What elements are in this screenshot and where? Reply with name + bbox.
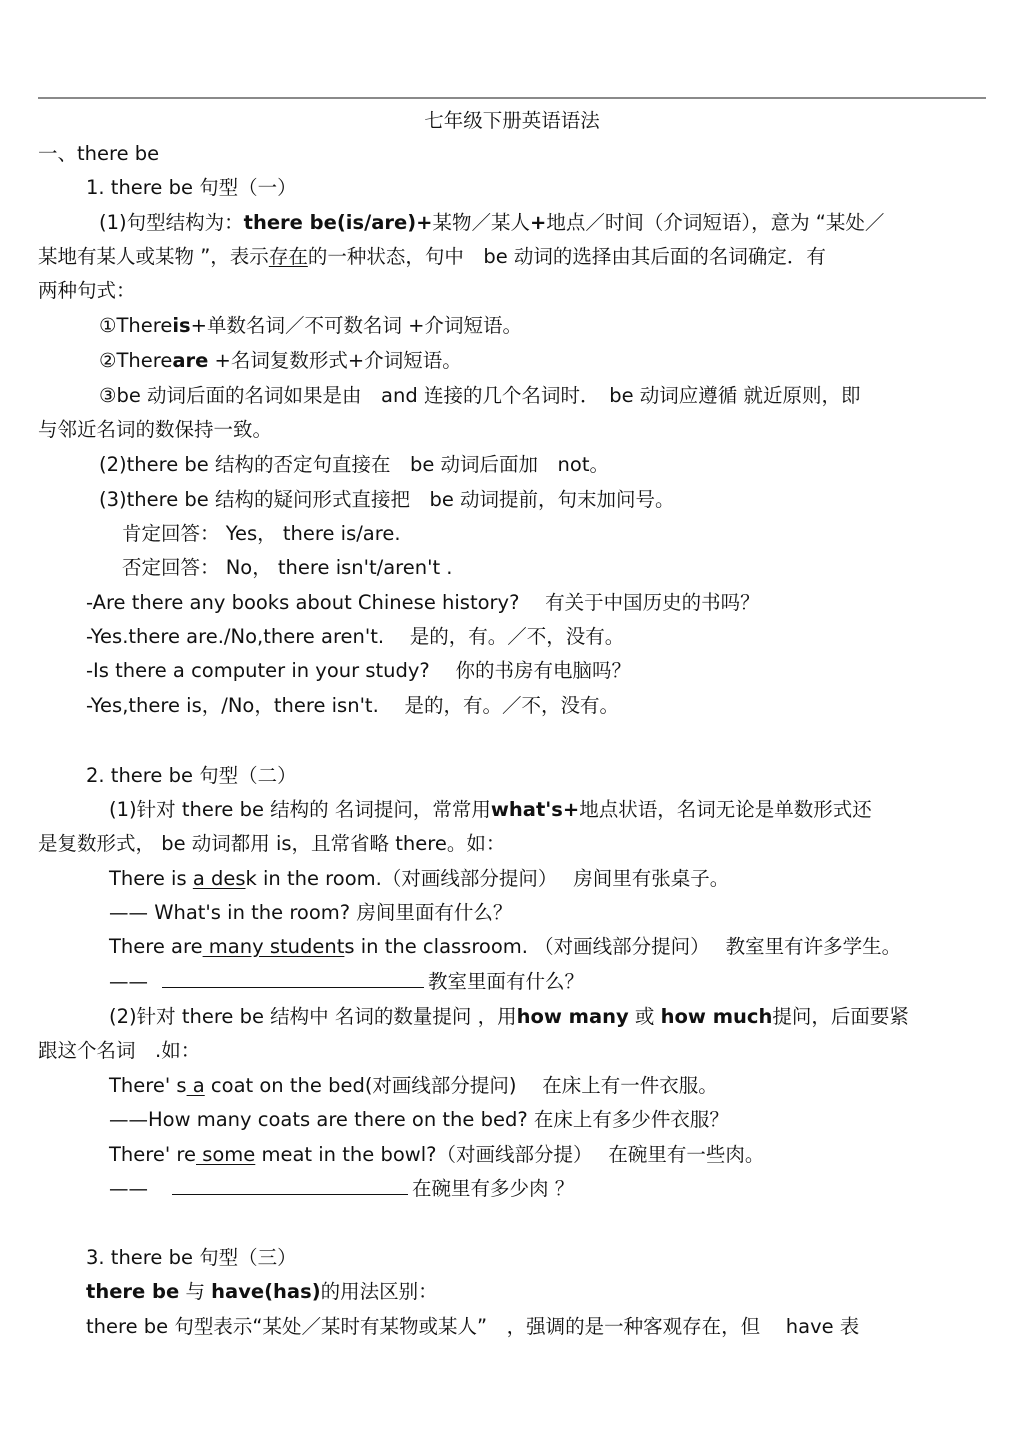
text: (1)针对 there be 结构的 名词提问，常常用 <box>109 798 491 821</box>
text: +名词复数形式+介词短语。 <box>208 349 462 372</box>
text: 与 <box>179 1280 212 1303</box>
underlined-text: 存在 <box>268 245 308 268</box>
paragraph-line <box>109 797 872 823</box>
paragraph-line: 是复数形式， be 动词都用 is，且常省略 there。如： <box>38 832 506 855</box>
underlined-text: a des <box>192 867 246 890</box>
subsection-title-2: 2. there be 句型（二） <box>86 764 297 787</box>
example-line <box>109 866 729 892</box>
paragraph-line: 跟这个名词 .如： <box>38 1039 201 1062</box>
text: —— <box>109 1177 148 1200</box>
text: 的一种状态，句中 be 动词的选择由其后面的名词确定．有 <box>307 245 826 268</box>
underlined-text: many student <box>202 935 345 958</box>
example-line: -Is there a computer in your study? 你的书房有电脑吗？ <box>86 659 631 682</box>
bold-text: is <box>172 314 191 337</box>
text: ②There <box>99 349 173 372</box>
text: +单数名词／不可数名词 +介词短语。 <box>190 314 523 337</box>
top-rule <box>38 97 986 99</box>
page-title: 七年级下册英语语法 <box>424 109 600 132</box>
text: coat on the bed(对画线部分提问) 在床上有一件衣服。 <box>204 1074 718 1097</box>
rule-item: ③be 动词后面的名词如果是由 and 连接的几个名词时． be 动词应遵循 就近原则，即 <box>99 384 861 407</box>
text: 提问，后面要紧 <box>772 1005 909 1028</box>
example-line <box>109 1142 764 1168</box>
text: 某地有某人或某物 ”，表示 <box>38 245 269 268</box>
text: 在碗里有多少肉 ？ <box>412 1177 575 1200</box>
text: s in the classroom. （对画线部分提问） 教室里有许多学生。 <box>344 935 902 958</box>
text: 教室里面有什么？ <box>428 970 585 993</box>
example-line <box>109 1073 718 1099</box>
paragraph-line: (3)there be 结构的疑问形式直接把 be 动词提前，句末加问号。 <box>99 488 675 511</box>
bold-text: have(has) <box>211 1280 321 1303</box>
answer-line: 否定回答： No， there isn't/aren't . <box>122 556 453 579</box>
text: meat in the bowl?（对画线部分提） 在碗里有一些肉。 <box>255 1143 765 1166</box>
answer-blank <box>162 969 424 988</box>
example-line: —— What's in the room? 房间里面有什么？ <box>109 901 513 924</box>
text: 某物／某人 <box>432 211 530 234</box>
section-heading: 一、there be <box>38 142 160 165</box>
underlined-text: some <box>196 1143 256 1166</box>
bold-text: there be <box>86 1280 180 1303</box>
example-line: -Yes.there are./No,there aren't. 是的，有。／不，没有。 <box>86 625 625 648</box>
text: (2)针对 there be 结构中 名词的数量提问 ，用 <box>109 1005 517 1028</box>
paragraph-line: (2)there be 结构的否定句直接在 be 动词后面加 not。 <box>99 453 609 476</box>
bold-text: are <box>172 349 209 372</box>
bold-text: what's+ <box>490 798 580 821</box>
text: (1)句型结构为： <box>99 211 244 234</box>
bold-text: how much <box>660 1005 773 1028</box>
rule-item-continued: 与邻近名词的数保持一致。 <box>38 418 273 441</box>
subsection-title-3: 3. there be 句型（三） <box>86 1246 297 1269</box>
subsection-title-1: 1. there be 句型（一） <box>86 176 297 199</box>
text: There is <box>109 867 193 890</box>
example-line <box>109 969 584 995</box>
underlined-text: a <box>186 1074 205 1097</box>
bold-text: how many <box>516 1005 629 1028</box>
rule-item <box>99 348 462 374</box>
paragraph-line: 两种句式： <box>38 279 136 302</box>
text: 的用法区别： <box>320 1280 438 1303</box>
text: 地点状语，名词无论是单数形式还 <box>579 798 872 821</box>
text: ①There <box>99 314 173 337</box>
paragraph-line <box>109 1004 909 1030</box>
answer-line: 肯定回答： Yes， there is/are. <box>122 522 401 545</box>
text: k in the room.（对画线部分提问） 房间里有张桌子。 <box>245 867 730 890</box>
paragraph-line <box>99 210 884 236</box>
text: —— <box>109 970 148 993</box>
text: 地点／时间（介词短语），意为 “某处／ <box>546 211 885 234</box>
paragraph-line: there be 句型表示“某处／某时有某物或某人” ，强调的是一种客观存在，但 have 表 <box>86 1315 860 1338</box>
text: There' re <box>109 1143 196 1166</box>
paragraph-line <box>86 1279 438 1305</box>
example-line: -Are there any books about Chinese history? 有关于中国历史的书吗？ <box>86 591 760 614</box>
bold-text: + <box>529 211 547 234</box>
example-line: ——How many coats are there on the bed? 在床上有多少件衣服？ <box>109 1108 729 1131</box>
example-line <box>109 934 901 960</box>
bold-text: there be(is/are)+ <box>243 211 433 234</box>
answer-blank <box>172 1176 408 1195</box>
text: There are <box>109 935 203 958</box>
paragraph-line <box>38 244 826 270</box>
example-line <box>109 1176 574 1202</box>
text: There' s <box>109 1074 187 1097</box>
rule-item <box>99 313 522 339</box>
example-line: -Yes,there is，/No，there isn't. 是的，有。／不，没有。 <box>86 694 619 717</box>
text: 或 <box>628 1005 661 1028</box>
